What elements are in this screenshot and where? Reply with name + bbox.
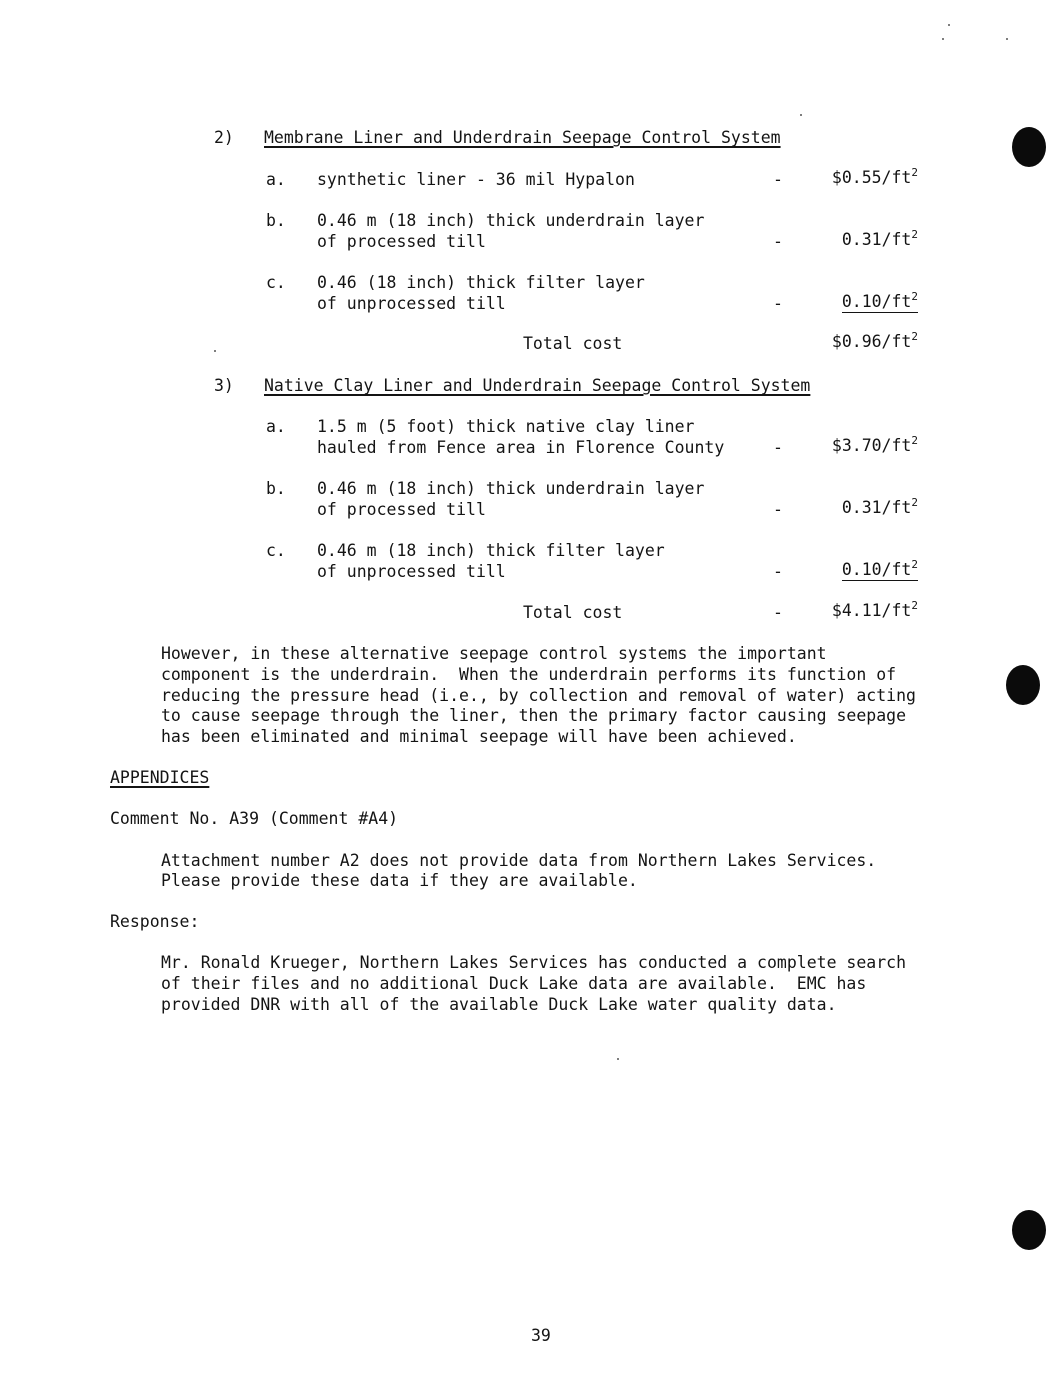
item-3b-text-line2: of processed till	[317, 500, 486, 519]
section-3-total-dash: -	[773, 603, 783, 622]
item-3c-cost: $0.10/ft^2$	[841, 558, 918, 579]
item-3c-text-line1: 0.46 m (18 inch) thick filter layer	[317, 541, 665, 560]
response-text-line2: of their files and no additional Duck Lake data are available. EMC has	[161, 974, 867, 993]
scan-speck	[214, 350, 216, 352]
comment-label: Comment No. A39 (Comment #A4)	[110, 809, 399, 828]
item-2a-dash: -	[773, 170, 783, 189]
item-2b-dash: -	[773, 232, 783, 251]
however-paragraph-line2: component is the underdrain. When the underdrain performs its function of	[161, 665, 897, 684]
comment-text-line2: Please provide these data if they are available.	[161, 871, 638, 890]
section-3-total-cost: $\$4.11/ft^2$	[831, 599, 918, 620]
however-paragraph-line4: to cause seepage through the liner, then the primary factor causing seepage	[161, 706, 907, 725]
item-3c-letter: c.	[266, 541, 286, 560]
scan-speck	[942, 38, 944, 40]
however-paragraph-line3: reducing the pressure head (i.e., by collection and removal of water) acting	[161, 686, 916, 705]
item-3b-text-line1: 0.46 m (18 inch) thick underdrain layer	[317, 479, 705, 498]
scan-speck	[800, 114, 802, 116]
item-3c-text-line2: of unprocessed till	[317, 562, 506, 581]
item-2c-text-line1: 0.46 (18 inch) thick filter layer	[317, 273, 645, 292]
however-paragraph-line1: However, in these alternative seepage control systems the important	[161, 644, 827, 663]
comment-text-line1: Attachment number A2 does not provide data from Northern Lakes Services.	[161, 851, 877, 870]
appendices-heading: APPENDICES	[110, 768, 210, 787]
section-3-number: 3)	[214, 376, 234, 395]
scan-speck	[617, 1058, 619, 1060]
section-2-number: 2)	[214, 128, 234, 147]
section-2-total-label: Total cost	[523, 334, 623, 353]
item-2b-text-line1: 0.46 m (18 inch) thick underdrain layer	[317, 211, 705, 230]
item-3a-text-line1: 1.5 m (5 foot) thick native clay liner	[317, 417, 695, 436]
section-2-heading: Membrane Liner and Underdrain Seepage Control System	[264, 128, 781, 147]
response-text-line1: Mr. Ronald Krueger, Northern Lakes Services has conducted a complete search	[161, 953, 907, 972]
item-2c-letter: c.	[266, 273, 286, 292]
section-3-heading: Native Clay Liner and Underdrain Seepage Control System	[264, 376, 811, 395]
page-number: 39	[531, 1326, 551, 1345]
scan-speck	[1006, 38, 1008, 40]
item-3a-text-line2: hauled from Fence area in Florence County	[317, 438, 725, 457]
item-2a-cost: $\$0.55/ft^2$	[831, 166, 918, 187]
item-3a-cost: $\$3.70/ft^2$	[831, 434, 918, 455]
response-text-line3: provided DNR with all of the available Duck Lake water quality data.	[161, 995, 837, 1014]
item-3b-cost: $0.31/ft^2$	[841, 496, 918, 517]
punch-hole-top	[1012, 127, 1046, 167]
item-3a-letter: a.	[266, 417, 286, 436]
item-3c-dash: -	[773, 562, 783, 581]
item-2a-letter: a.	[266, 170, 286, 189]
item-2c-cost: $0.10/ft^2$	[841, 290, 918, 311]
scan-speck	[948, 24, 950, 26]
however-paragraph-line5: has been eliminated and minimal seepage will have been achieved.	[161, 727, 797, 746]
punch-hole-bottom	[1012, 1210, 1046, 1250]
item-2a-text: synthetic liner - 36 mil Hypalon	[317, 170, 635, 189]
item-3b-letter: b.	[266, 479, 286, 498]
section-3-total-label: Total cost	[523, 603, 623, 622]
item-2b-text-line2: of processed till	[317, 232, 486, 251]
item-3b-dash: -	[773, 500, 783, 519]
item-2b-letter: b.	[266, 211, 286, 230]
item-2c-dash: -	[773, 294, 783, 313]
punch-hole-middle	[1006, 665, 1040, 705]
response-label: Response:	[110, 912, 200, 931]
item-3a-dash: -	[773, 438, 783, 457]
item-2c-text-line2: of unprocessed till	[317, 294, 506, 313]
section-2-total-cost: $\$0.96/ft^2$	[831, 330, 918, 351]
item-2b-cost: $0.31/ft^2$	[841, 228, 918, 249]
